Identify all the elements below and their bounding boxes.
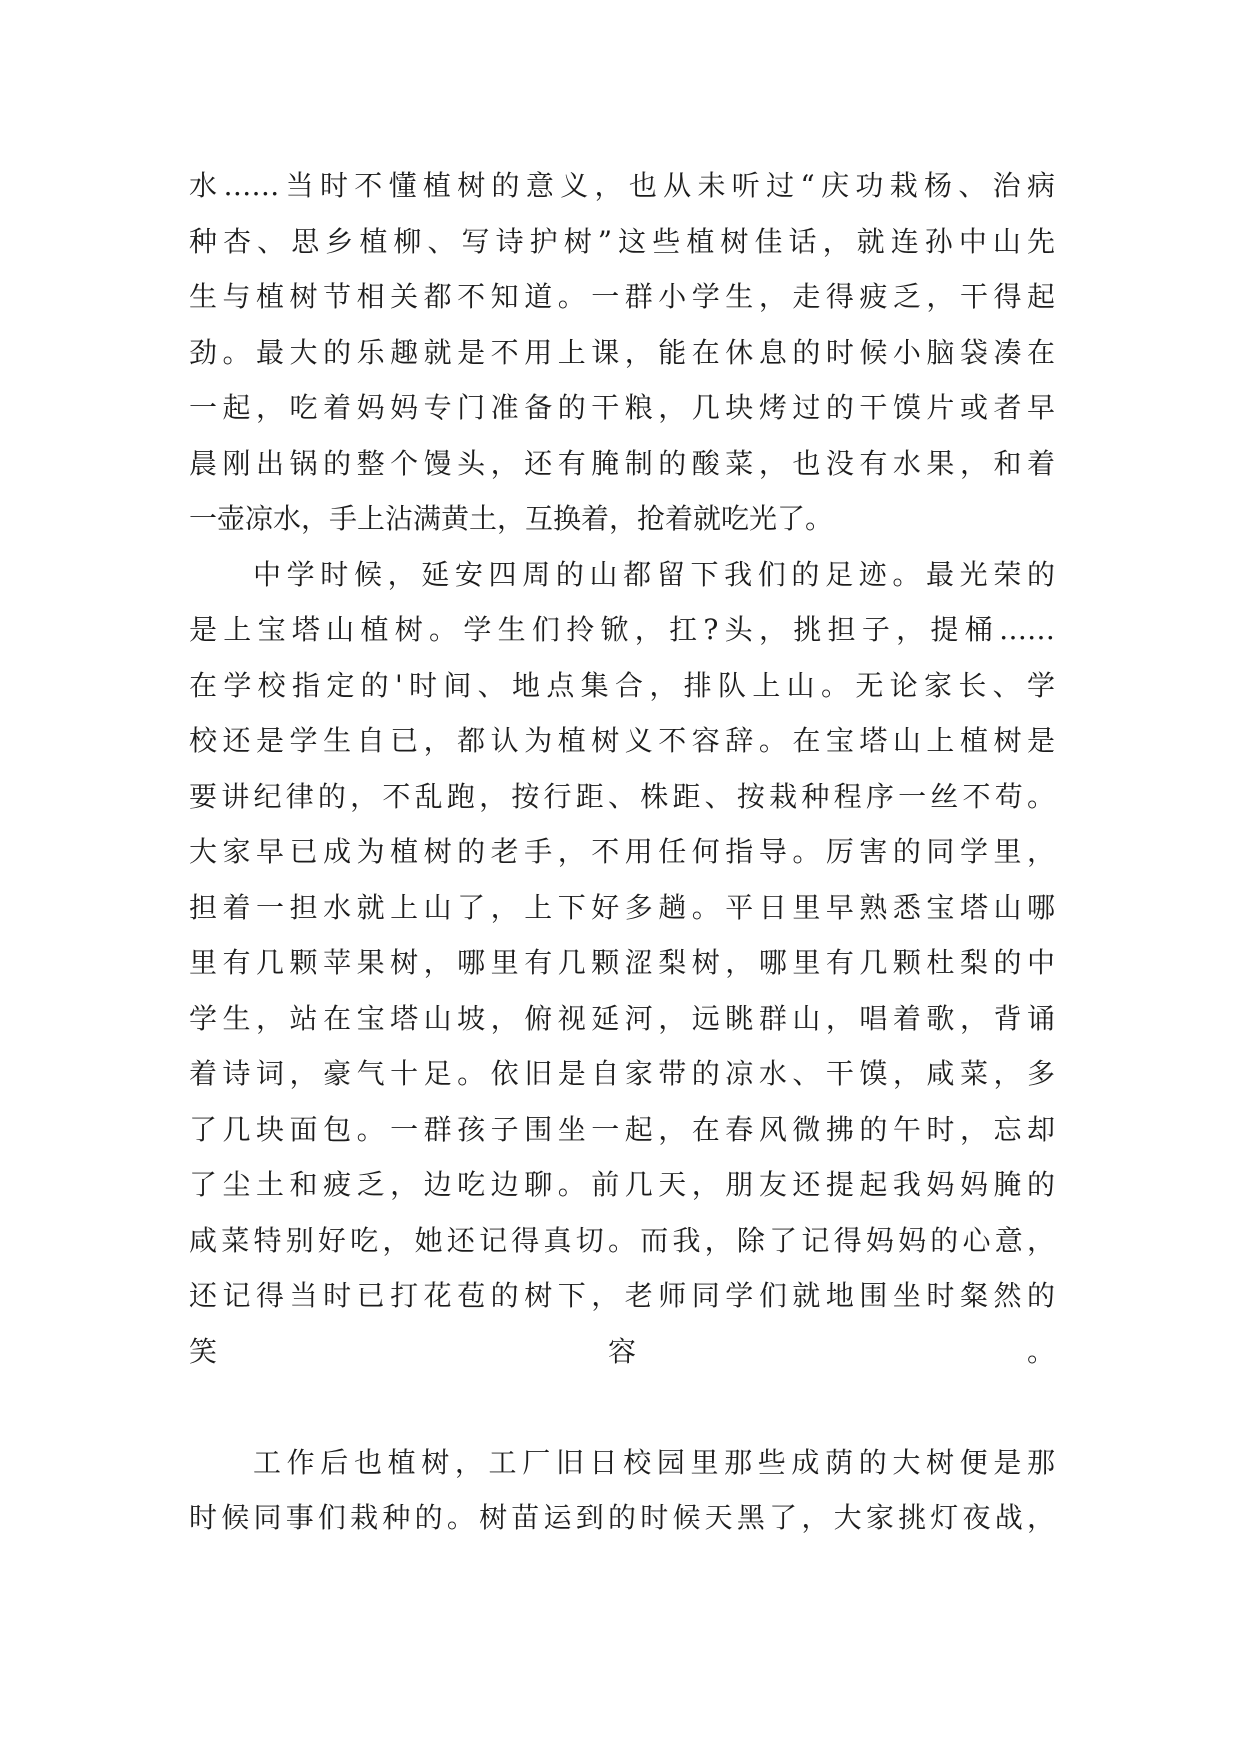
text-line: 校还是学生自已，都认为植树义不容辞。在宝塔山上植树是 — [189, 724, 1055, 757]
text-line: 担着一担水就上山了，上下好多趟。平日里早熟悉宝塔山哪 — [189, 890, 1055, 924]
text-line: 笑容。 — [189, 1334, 1055, 1368]
text-line: 水……当时不懂植树的意义，也从未听过“庆功栽杨、治病 — [189, 169, 1055, 202]
text-line — [189, 1379, 1055, 1435]
text-line: 在学校指定的'时间、地点集合，排队上山。无论家长、学 — [189, 668, 1055, 702]
text-line: 了尘土和疲乏，边吃边聊。前几天，朋友还提起我妈妈腌的 — [189, 1168, 1055, 1201]
text-line: 还记得当时已打花苞的树下，老师同学们就地围坐时粲然的 — [189, 1279, 1055, 1312]
text-line: 中学时候，延安四周的山都留下我们的足迹。最光荣的 — [253, 557, 1055, 591]
text-line: 一起，吃着妈妈专门准备的干粮，几块烤过的干馍片或者早 — [189, 391, 1055, 424]
text-line: 大家早已成为植树的老手，不用任何指导。厉害的同学里， — [189, 835, 1055, 868]
text-line: 种杏、思乡植柳、写诗护树”这些植树佳话，就连孙中山先 — [189, 224, 1055, 258]
text-line: 着诗词，豪气十足。依旧是自家带的凉水、干馍，咸菜，多 — [189, 1057, 1055, 1090]
text-line: 一壶凉水，手上沾满黄土，互换着，抢着就吃光了。 — [189, 502, 834, 535]
text-line: 是上宝塔山植树。学生们拎锨，扛?头，挑担子，提桶…… — [189, 613, 1055, 646]
text-line: 了几块面包。一群孩子围坐一起，在春风微拂的午时，忘却 — [189, 1112, 1055, 1146]
text-line: 要讲纪律的，不乱跑，按行距、株距、按栽种程序一丝不苟。 — [189, 779, 1055, 813]
text-line: 劲。最大的乐趣就是不用上课，能在休息的时候小脑袋凑在 — [189, 335, 1055, 369]
text-line: 学生，站在宝塔山坡，俯视延河，远眺群山，唱着歌，背诵 — [189, 1001, 1055, 1035]
text-line: 工作后也植树，工厂旧日校园里那些成荫的大树便是那 — [253, 1445, 1055, 1479]
document-text-body — [189, 158, 1055, 1546]
text-line: 时候同事们栽种的。树苗运到的时候天黑了，大家挑灯夜战， — [189, 1501, 1055, 1534]
text-line: 生与植树节相关都不知道。一群小学生，走得疲乏，干得起 — [189, 280, 1055, 313]
text-line: 晨刚出锅的整个馒头，还有腌制的酸菜，也没有水果，和着 — [189, 446, 1055, 480]
text-line: 咸菜特别好吃，她还记得真切。而我，除了记得妈妈的心意， — [189, 1223, 1055, 1257]
text-line: 里有几颗苹果树，哪里有几颗涩梨树，哪里有几颗杜梨的中 — [189, 946, 1055, 979]
